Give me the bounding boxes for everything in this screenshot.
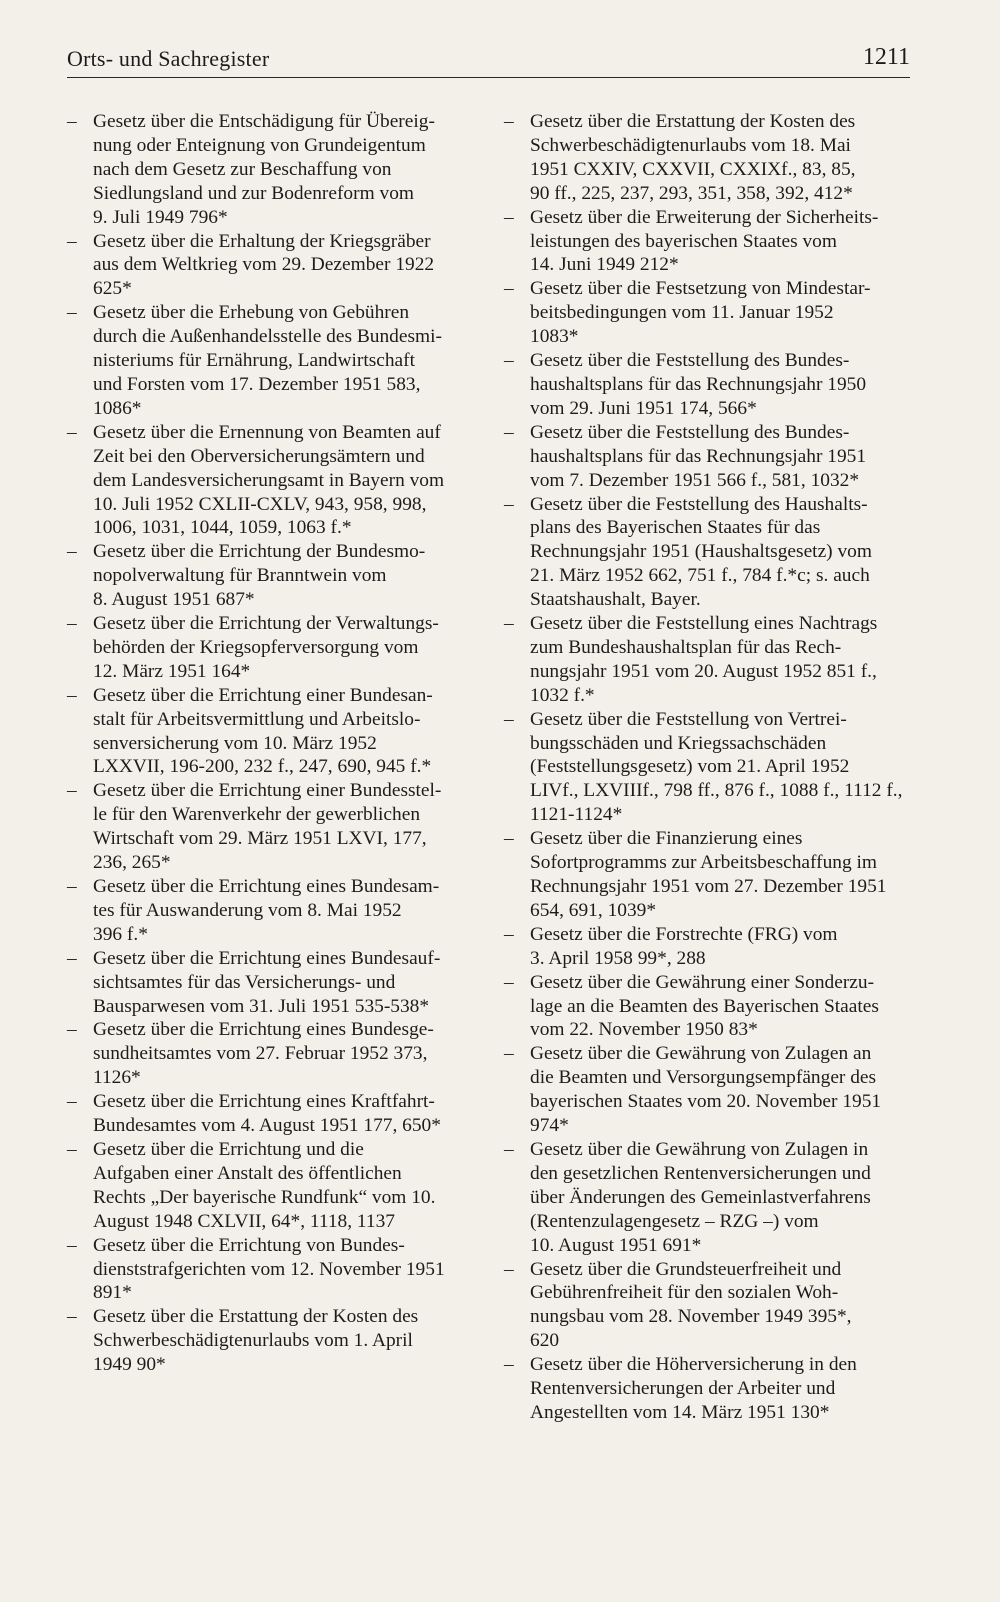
index-entry <box>504 827 909 923</box>
entry-dash: – <box>504 278 514 300</box>
index-entry <box>504 923 909 971</box>
index-entry <box>67 1090 472 1138</box>
index-entry <box>67 947 472 1019</box>
index-entry <box>504 612 909 708</box>
entry-dash: – <box>504 828 514 850</box>
index-entry <box>67 875 472 947</box>
entry-dash: – <box>504 350 514 372</box>
index-entry <box>504 1353 909 1425</box>
index-entry <box>67 1018 472 1090</box>
index-entry <box>504 421 909 493</box>
index-entry <box>67 684 472 780</box>
entry-text: Gesetz über die Errichtung und die Aufgaben einer Anstalt des öffentlichen Rechts „Der bayerische Rundfunk“ vom 10. August 1948 CXLVII, 64*, 1118, 1137 <box>93 1138 436 1232</box>
index-entry <box>67 1234 472 1306</box>
entry-text: Gesetz über die Errichtung eines Kraftfahrt- Bundesamtes vom 4. August 1951 177, 650* <box>93 1091 441 1137</box>
index-entry <box>504 277 909 349</box>
entry-dash: – <box>504 971 514 993</box>
entry-text: Gesetz über die Feststellung des Haushalts- plans des Bayerischen Staates für das Rechnungsjahr 1951 (Haushaltsgesetz) vom 21. März 1952 662, 751 f., 784 f.*c; s. auch Staatshaushalt, Bayer. <box>530 493 872 611</box>
index-entry <box>504 1138 909 1258</box>
entry-dash: – <box>504 613 514 635</box>
entry-text: Gesetz über die Forstrechte (FRG) vom 3. April 1958 99*, 288 <box>530 923 838 969</box>
entry-dash: – <box>67 1306 77 1328</box>
entry-text: Gesetz über die Errichtung einer Bundesstel- le für den Warenverkehr der gewerblichen Wirtschaft vom 29. März 1951 LXVI, 177, 236, 265* <box>93 780 442 874</box>
entry-dash: – <box>67 1138 77 1160</box>
index-entry <box>67 612 472 684</box>
index-entry <box>504 493 909 613</box>
entry-text: Gesetz über die Feststellung des Bundes- haushaltsplans für das Rechnungsjahr 1951 vom 7. Dezember 1951 566 f., 581, 1032* <box>530 421 867 491</box>
entry-text: Gesetz über die Höherversicherung in den Rentenversicherungen der Arbeiter und Angestellten vom 14. März 1951 130* <box>530 1354 857 1423</box>
entry-text: Gesetz über die Errichtung von Bundes- dienststrafgerichten vom 12. November 1951 891* <box>93 1234 445 1304</box>
header-rule <box>67 77 910 78</box>
entry-text: Gesetz über die Ernennung von Beamten auf Zeit bei den Oberversicherungsämtern und dem Landesversicherungsamt in Bayern vom 10. Juli 1952 CXLII-CXLV, 943, 958, 998, 1006, 1031, 1044, 1059, 1063 f.* <box>93 421 445 539</box>
entry-text: Gesetz über die Feststellung des Bundes- haushaltsplans für das Rechnungsjahr 1950 vom 29. Juni 1951 174, 566* <box>530 350 867 419</box>
index-entry <box>67 230 472 302</box>
index-entry <box>504 1258 909 1354</box>
index-entry <box>504 206 909 278</box>
entry-dash: – <box>504 1354 514 1376</box>
entry-text: Gesetz über die Gewährung einer Sonderzu- lage an die Beamten des Bayerischen Staates vom 22. November 1950 83* <box>530 971 879 1041</box>
entry-text: Gesetz über die Erhaltung der Kriegsgräber aus dem Weltkrieg vom 29. Dezember 1922 625* <box>93 230 435 300</box>
index-entry <box>504 110 909 206</box>
entry-text: Gesetz über die Errichtung eines Bundesam- tes für Auswanderung vom 8. Mai 1952 396 f.* <box>93 876 440 945</box>
entry-text: Gesetz über die Erstattung der Kosten des Schwerbeschädigtenurlaubs vom 18. Mai 1951 CXXIV, CXXVII, CXXIXf., 83, 85, 90 ff., 225, 237, 293, 351, 358, 392, 412* <box>530 111 856 204</box>
index-entry <box>67 110 472 230</box>
left-column <box>67 110 472 1377</box>
entry-dash: – <box>67 1019 77 1041</box>
entry-dash: – <box>67 780 77 802</box>
entry-dash: – <box>67 421 77 443</box>
entry-text: Gesetz über die Erhebung von Gebühren durch die Außenhandelsstelle des Bundesmi- nisteriums für Ernährung, Landwirtschaft und Forsten vom 17. Dezember 1951 583, 1086* <box>93 302 442 419</box>
entry-dash: – <box>67 302 77 324</box>
right-column <box>504 110 909 1425</box>
index-entry <box>67 1138 472 1234</box>
index-entry <box>504 349 909 421</box>
entry-text: Gesetz über die Gewährung von Zulagen an die Beamten und Versorgungsempfänger des bayerischen Staates vom 20. November 1951 974* <box>530 1043 882 1137</box>
entry-text: Gesetz über die Errichtung eines Bundesauf- sichtsamtes für das Versicherungs- und Bausparwesen vom 31. Juli 1951 535-538* <box>93 947 441 1017</box>
entry-dash: – <box>67 876 77 897</box>
index-entry <box>504 971 909 1043</box>
entry-text: Gesetz über die Feststellung eines Nachtrags zum Bundeshaushaltsplan für das Rech- nungsjahr 1951 vom 20. August 1952 851 f., 1032 f.* <box>530 613 878 706</box>
entry-dash: – <box>67 111 77 132</box>
entry-text: Gesetz über die Erstattung der Kosten des Schwerbeschädigtenurlaubs vom 1. April 1949 90* <box>93 1306 419 1376</box>
entry-text: Gesetz über die Entschädigung für Übereig- nung oder Enteignung von Grundeigentum nach dem Gesetz zur Beschaffung von Siedlungsland und zur Bodenreform vom 9. Juli 1949 796* <box>93 111 435 228</box>
entry-dash: – <box>504 206 514 228</box>
index-entry <box>67 540 472 612</box>
entry-text: Gesetz über die Grundsteuerfreiheit und Gebührenfreiheit für den sozialen Woh- nungsbau vom 28. November 1949 395*, 620 <box>530 1258 852 1352</box>
entry-dash: – <box>504 1043 514 1065</box>
entry-dash: – <box>67 230 77 252</box>
entry-text: Gesetz über die Gewährung von Zulagen in den gesetzlichen Rentenversicherungen und über Änderungen des Gemeinlastverfahrens (Rentenzulagengesetz – RZG –) vom 10. August 1951 691* <box>530 1138 871 1256</box>
entry-text: Gesetz über die Festsetzung von Mindestar- beitsbedingungen vom 11. Januar 1952 1083* <box>530 278 871 348</box>
index-entry <box>67 1305 472 1377</box>
entry-dash: – <box>504 421 514 443</box>
index-entry <box>67 421 472 541</box>
entry-text: Gesetz über die Feststellung von Vertrei- bungsschäden und Kriegssachschäden (Feststellungsgesetz) vom 21. April 1952 LIVf., LXVIIIf., 798 ff., 876 f., 1088 f., 1112 f., 1121-1124* <box>530 708 903 826</box>
entry-dash: – <box>504 1258 514 1280</box>
entry-text: Gesetz über die Errichtung der Bundesmo- nopolverwaltung für Branntwein vom 8. August 1951 687* <box>93 541 426 611</box>
entry-dash: – <box>67 1091 77 1113</box>
page-header <box>67 42 910 82</box>
entry-text: Gesetz über die Errichtung eines Bundesge- sundheitsamtes vom 27. Februar 1952 373, 1126* <box>93 1019 434 1089</box>
entry-text: Gesetz über die Errichtung der Verwaltungs- behörden der Kriegsopferversorgung vom 12. März 1951 164* <box>93 613 439 682</box>
entry-dash: – <box>67 1234 77 1256</box>
entry-dash: – <box>504 1138 514 1160</box>
entry-text: Gesetz über die Errichtung einer Bundesan- stalt für Arbeitsvermittlung und Arbeitslo- senversicherung vom 10. März 1952 LXXVII, 196-200, 232 f., 247, 690, 945 f.* <box>93 684 433 778</box>
running-head: Orts- und Sachregister <box>67 46 270 71</box>
entry-dash: – <box>504 493 514 515</box>
entry-dash: – <box>504 708 514 730</box>
entry-text: Gesetz über die Finanzierung eines Sofortprogramms zur Arbeitsbeschaffung im Rechnungsjahr 1951 vom 27. Dezember 1951 654, 691, 1039* <box>530 828 887 921</box>
entry-dash: – <box>67 613 77 635</box>
index-entry <box>67 779 472 875</box>
index-entry <box>504 1042 909 1138</box>
entry-dash: – <box>67 947 77 969</box>
entry-dash: – <box>504 923 514 945</box>
entry-dash: – <box>67 684 77 706</box>
index-entry <box>504 708 909 828</box>
entry-text: Gesetz über die Erweiterung der Sicherheits- leistungen des bayerischen Staates vom 14. Juni 1949 212* <box>530 206 879 276</box>
page-number: 1211 <box>862 44 910 70</box>
entry-dash: – <box>504 111 514 132</box>
index-entry <box>67 301 472 421</box>
entry-dash: – <box>67 541 77 563</box>
